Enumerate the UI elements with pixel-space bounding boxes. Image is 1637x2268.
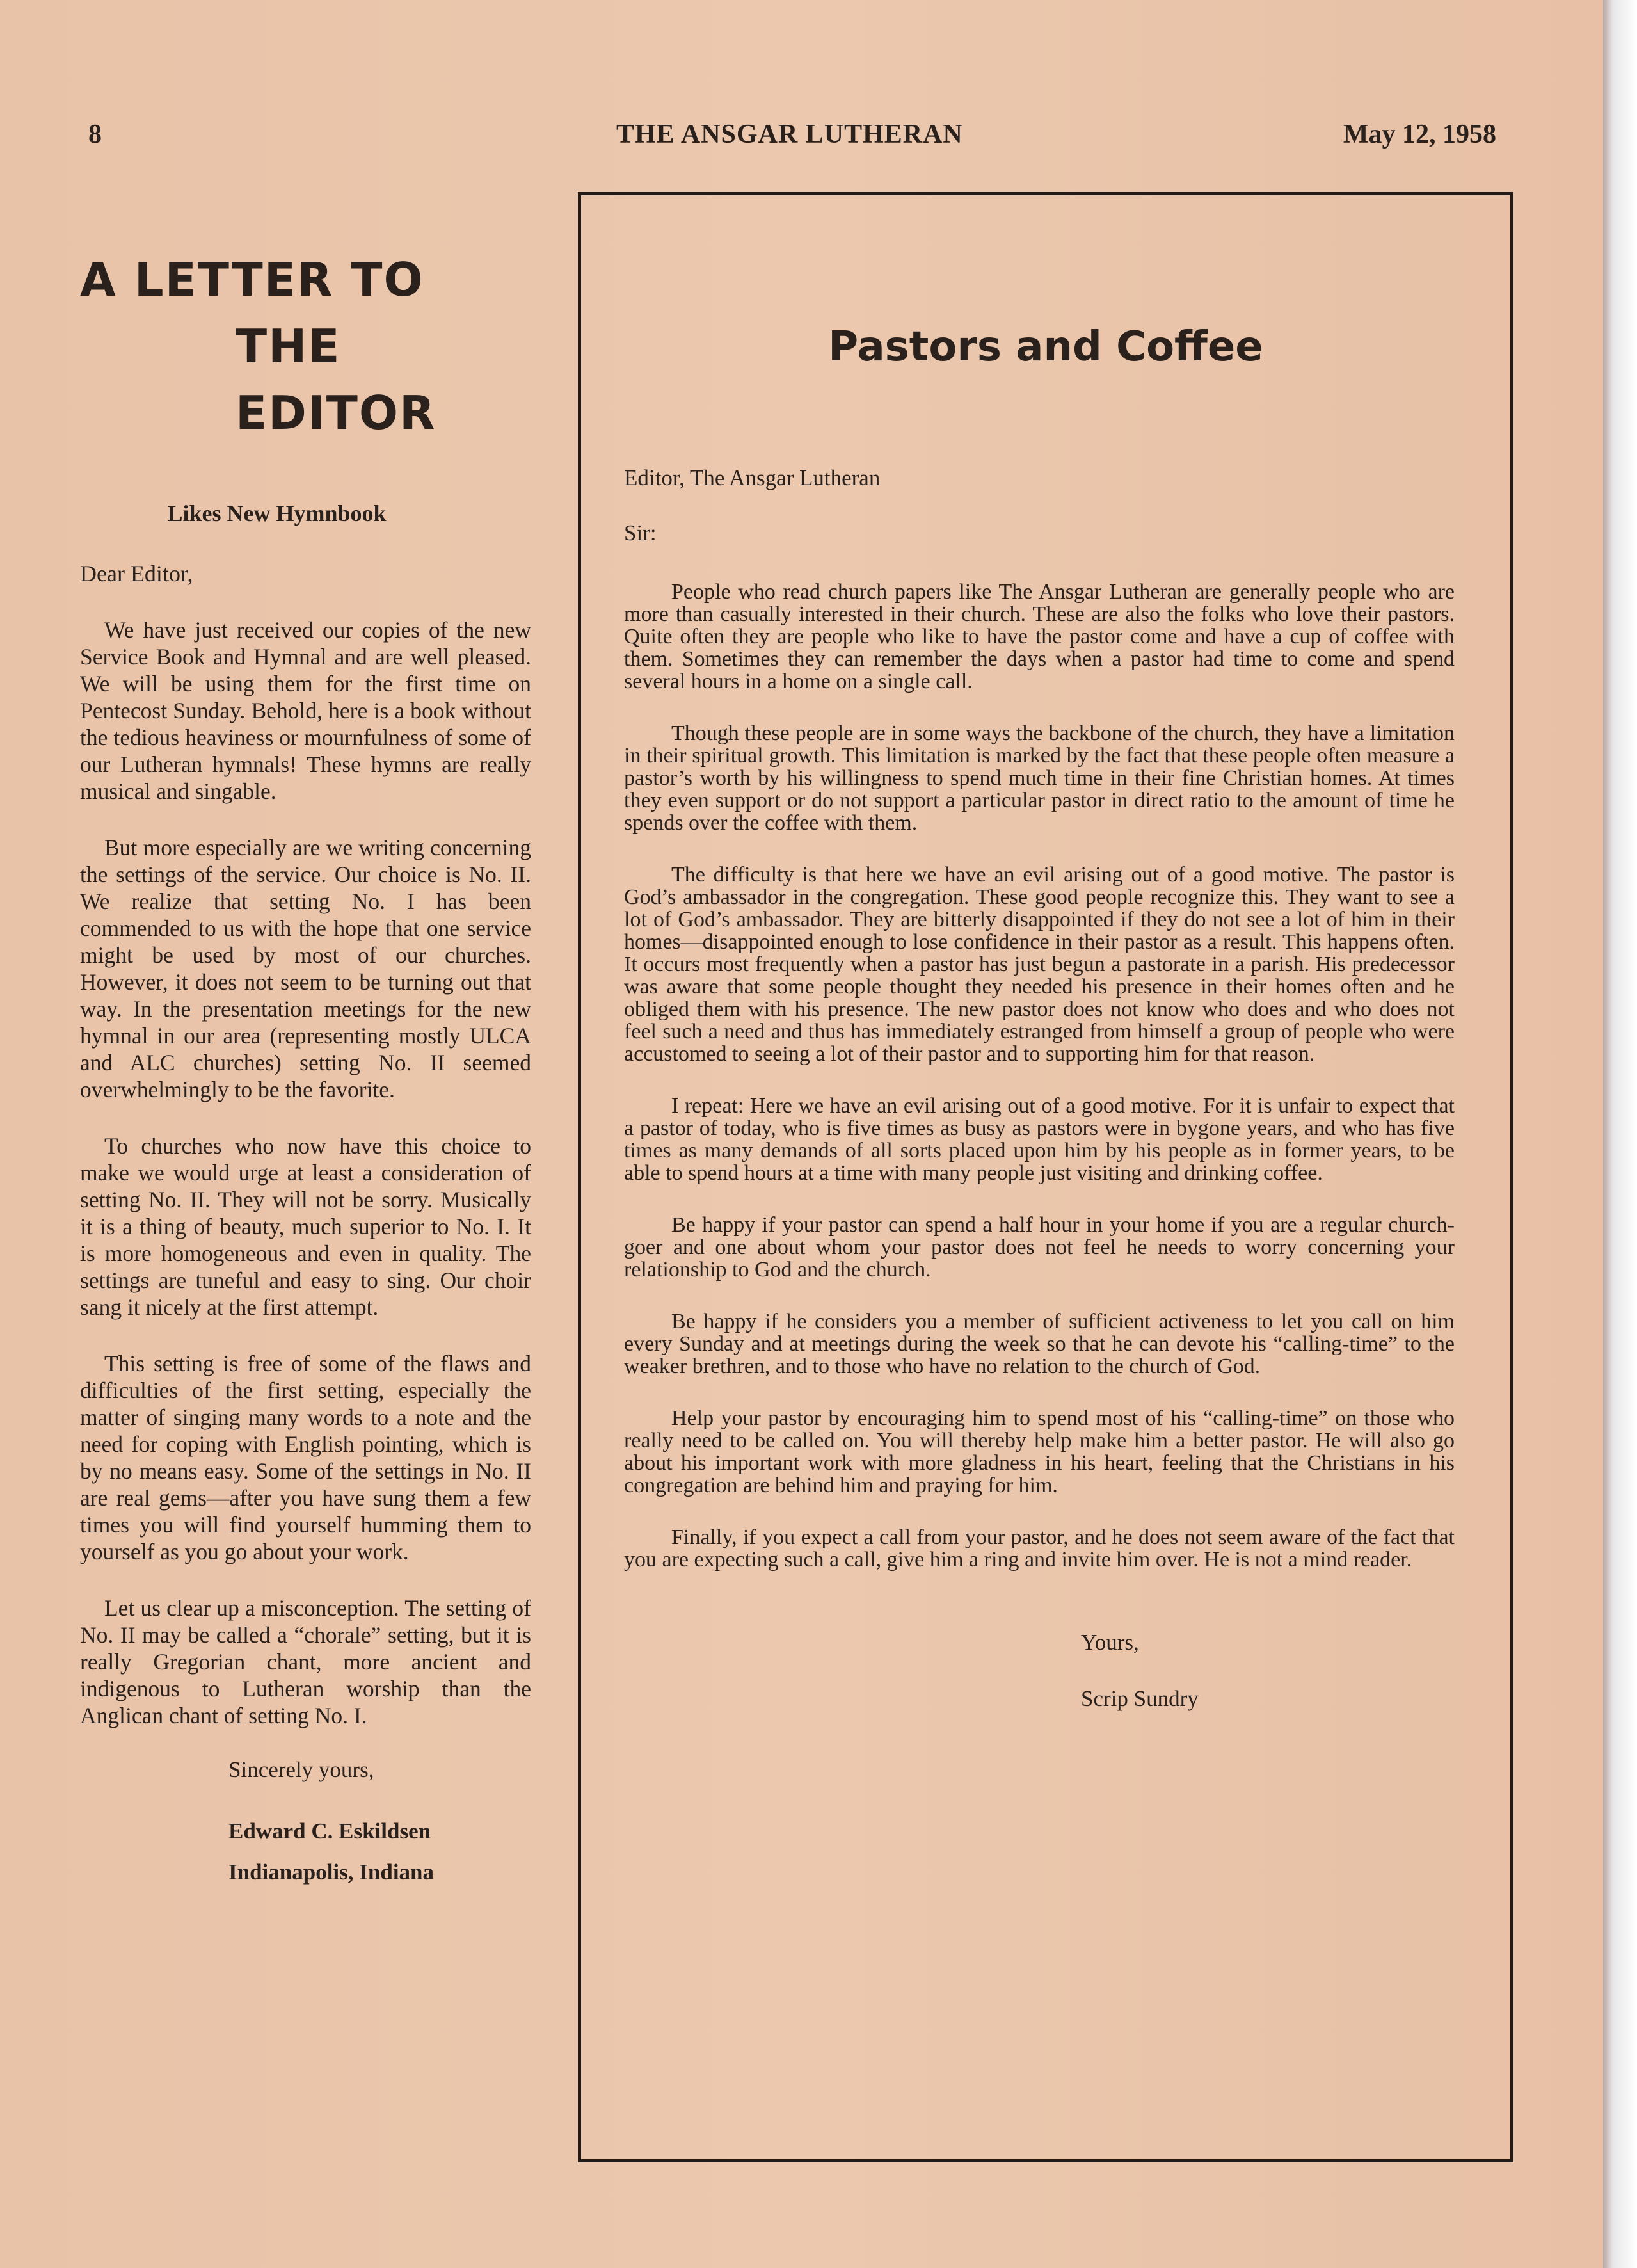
letter-signer: Edward C. Eskildsen: [228, 1819, 431, 1844]
letter-paragraph: Let us clear up a misconception. The setting of No. II may be called a “chorale” setting, but it is really Gregorian chant, more ancient and indigenous to Lutheran worship than the Anglican chant of setting No. I.: [80, 1595, 531, 1728]
boxed-letter-paragraph: Though these people are in some ways the backbone of the church, they have a limitation in their spiritual growth. This limitation is marked by the fact that these people often measure a pastor’s worth by his willingness to spend much time in their fine Christian homes. At times they even support or do not support a particular pastor in direct ratio to the amount of time he spends over the coffee with them.: [624, 721, 1455, 835]
letter-paragraph: But more especially are we writing concerning the settings of the service. Our choice is No. II. We realize that setting No. I has been commended to us with the hope that one service might be used by most of our churches. However, it does not seem to be turning out that way. In the presentation meetings for the new hymnal in our area (representing mostly ULCA and ALC churches) setting No. II seemed overwhelmingly to be the favorite.: [80, 835, 531, 1102]
boxed-letter-closing: Yours,: [1081, 1630, 1139, 1655]
letter-place: Indianapolis, Indiana: [228, 1860, 435, 1885]
letter-greeting: Dear Editor,: [80, 561, 193, 586]
boxed-letter-body: [624, 465, 1455, 1712]
section-headline: [80, 246, 531, 446]
boxed-letter-paragraph: People who read church papers like The Ansgar Lutheran are generally people who are more than casually interested in their church. These are also the folks who love their pastors. Quite often they are people who like to have the pastor come and have a cup of coffee with them. Sometimes they can remember the days when a pastor had time to come and spend several hours in a home on a single call.: [624, 580, 1455, 693]
letter-closing: Sincerely yours,: [228, 1757, 374, 1782]
letter-subhead: Likes New Hymnbook: [167, 501, 387, 526]
boxed-letter-paragraph: Help your pastor by encouraging him to spend most of his “calling-time” on those who really need to be called on. You will thereby help make him a better pastor. He will also go about his important work with more gladness in his heart, feeling that the Christians in his congregation are behind him and praying for him.: [624, 1406, 1455, 1497]
boxed-letter-addressee: Editor, The Ansgar Lutheran: [624, 465, 881, 490]
headline-line-2: THE EDITOR: [236, 319, 436, 440]
page-number: 8: [88, 120, 102, 149]
letter-paragraph: We have just received our copies of the new Service Book and Hymnal and are well pleased. We will be using them for the first time on Pentecost Sunday. Behold, here is a book without the tedious heaviness or mournfulness of some of our Lutheran hymnals! These hymns are really musical and singable.: [80, 617, 531, 804]
page-edge-shadow: [1603, 0, 1637, 2268]
boxed-letter-paragraph: Be happy if your pastor can spend a half hour in your home if you are a regular church-goer and one about whom your pastor does not feel he needs to worry concerning your relationship to God and the church.: [624, 1213, 1455, 1282]
publication-title: THE ANSGAR LUTHERAN: [616, 120, 963, 149]
boxed-letter-paragraph: The difficulty is that here we have an evil arising out of a good motive. The pastor is God’s ambassador in the congregation. These good people recognize this. They want to see a lot of God’s ambassador. They are bitterly disappointed if they do not see a lot of him in their homes—disappointed enough to lose confidence in their pastor as a result. This happens often. It occurs most frequently when a pastor has just begun a pastorate in a parish. His predecessor was aware that some people thought they needed his presence in their homes often and he obliged them with his presence. The new pastor does not know who does and who does not feel such a need and thus has immediately estranged from himself a group of people who were accustomed to seeing a lot of their pastor and to supporting him for that reason.: [624, 863, 1455, 1066]
boxed-letter-paragraph: Finally, if you expect a call from your pastor, and he does not seem aware of the fact that you are expecting such a call, give him a ring and invite him over. He is not a mind reader.: [624, 1525, 1455, 1572]
page-header: [82, 119, 1496, 157]
boxed-letter: [578, 192, 1513, 2162]
boxed-letter-paragraph: I repeat: Here we have an evil arising out of a good motive. For it is unfair to expect that a pastor of today, who is five times as busy as pastors were in bygone years, and who has five times as many demands of all sorts placed upon him by his people as in former years, to be able to spend hours at a time with many people just visiting and drinking coffee.: [624, 1094, 1455, 1185]
boxed-letter-salutation: Sir:: [624, 520, 657, 545]
letter-to-editor-column: [80, 246, 531, 1885]
letter-paragraph: To churches who now have this choice to make we would urge at least a consideration of setting No. II. They will not be sorry. Musically it is a thing of beauty, much superior to No. I. It is more homogeneous and even in quality. The settings are tuneful and easy to sing. Our choir sang it nicely at the first attempt.: [80, 1133, 531, 1320]
boxed-letter-title: Pastors and Coffee: [828, 323, 1263, 371]
boxed-letter-signature: Scrip Sundry: [1081, 1686, 1199, 1711]
issue-date: May 12, 1958: [1343, 120, 1496, 149]
headline-line-1: A LETTER TO: [80, 253, 424, 307]
boxed-letter-paragraph: Be happy if he considers you a member of sufficient activeness to let you call on him every Sunday and at meetings during the week so that he can devote his “calling-time” to the weaker brethren, and to those who have no relation to the church of God.: [624, 1310, 1455, 1378]
letter-paragraph: This setting is free of some of the flaws and difficulties of the first setting, especially the matter of singing many words to a note and the need for coping with English pointing, which is by no means easy. Some of the settings in No. II are real gems—after you have sung them a few times you will find yourself humming them to yourself as you go about your work.: [80, 1351, 531, 1564]
